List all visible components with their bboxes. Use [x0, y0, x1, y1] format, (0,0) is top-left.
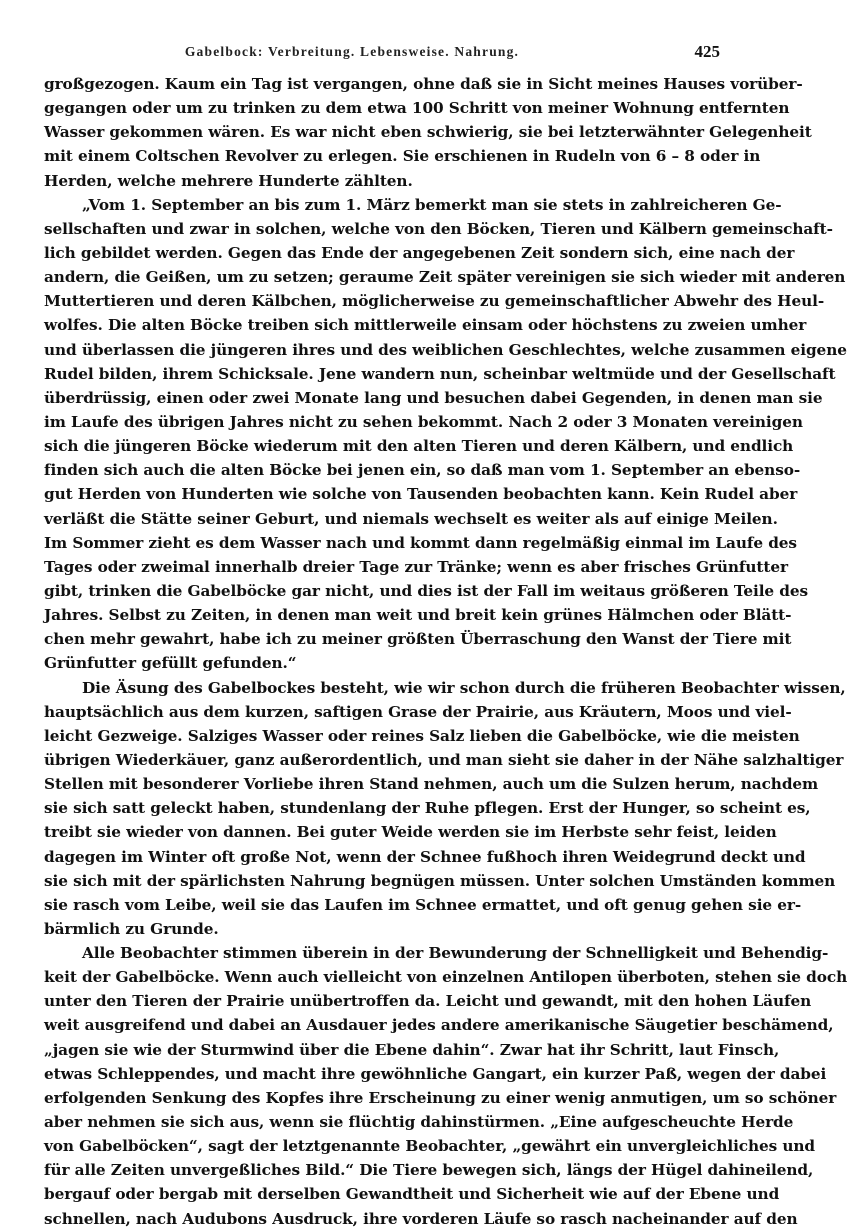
- body-text: [44, 72, 847, 1231]
- text-line: keit der Gabelböcke. Wenn auch vielleicht von einzelnen Antilopen überboten, stehen sie doch: [44, 968, 847, 987]
- text-line: dagegen im Winter oft große Not, wenn der Schnee fußhoch ihren Weidegrund deckt und: [44, 847, 806, 866]
- text-line: etwas Schleppendes, und macht ihre gewöhnliche Gangart, ein kurzer Paß, wegen der dabei: [44, 1064, 827, 1083]
- text-line: hauptsächlich aus dem kurzen, saftigen Grase der Prairie, aus Kräutern, Moos und viel-: [44, 702, 792, 721]
- text-line: Jahres. Selbst zu Zeiten, in denen man weit und breit kein grünes Hälmchen oder Blätt-: [44, 606, 792, 625]
- text-line: chen mehr gewahrt, habe ich zu meiner größten Überraschung den Wanst der Tiere mit: [44, 630, 792, 649]
- text-line: sellschaften und zwar in solchen, welche von den Böcken, Tieren und Kälbern gemeinschaft-: [44, 219, 833, 238]
- text-line: weit ausgreifend und dabei an Ausdauer jedes andere amerikanische Säugetier beschämend,: [44, 1016, 834, 1035]
- text-line: im Laufe des übrigen Jahres nicht zu sehen bekommt. Nach 2 oder 3 Monaten vereinigen: [44, 412, 803, 431]
- text-line: sich die jüngeren Böcke wiederum mit den alten Tieren und deren Kälbern, und endlich: [44, 437, 794, 456]
- page-number: 425: [694, 42, 720, 61]
- text-line: aber nehmen sie sich aus, wenn sie flüchtig dahinstürmen. „Eine aufgescheuchte Herde: [44, 1113, 794, 1132]
- text-line: schnellen, nach Audubons Ausdruck, ihre vorderen Läufe so rasch nacheinander auf den: [44, 1209, 798, 1228]
- text-line: Stellen mit besonderer Vorliebe ihren Stand nehmen, auch um die Sulzen herum, nachdem: [44, 775, 819, 794]
- text-line: Rudel bilden, ihrem Schicksale. Jene wandern nun, scheinbar weltmüde und der Gesellschaft: [44, 364, 836, 383]
- text-line: gibt, trinken die Gabelböcke gar nicht, und dies ist der Fall im weitaus größeren Teile des: [44, 581, 809, 600]
- text-line: für alle Zeiten unvergeßliches Bild.“ Die Tiere bewegen sich, längs der Hügel dahineilend,: [44, 1161, 814, 1180]
- text-line: bärmlich zu Grunde.: [44, 919, 219, 938]
- text-line: großgezogen. Kaum ein Tag ist vergangen, ohne daß sie in Sicht meines Hauses vorüber-: [44, 75, 803, 93]
- text-line: Die Äsung des Gabelbockes besteht, wie wir schon durch die früheren Beobachter wissen,: [82, 678, 846, 697]
- text-line: lich gebildet werden. Gegen das Ende der angegebenen Zeit sondern sich, eine nach der: [44, 243, 795, 262]
- text-line: Wasser gekommen wären. Es war nicht eben schwierig, sie bei letzterwähnter Gelegenheit: [44, 123, 812, 142]
- running-title: Gabelbock: Verbreitung. Lebensweise. Nahrung.: [184, 44, 520, 59]
- text-line: von Gabelböcken“, sagt der letztgenannte Beobachter, „gewährt ein unvergleichliches und: [44, 1137, 816, 1156]
- text-line: bergauf oder bergab mit derselben Gewandtheit und Sicherheit wie auf der Ebene und: [44, 1185, 780, 1204]
- text-line: gegangen oder um zu trinken zu dem etwa 100 Schritt von meiner Wohnung entfernten: [44, 99, 790, 118]
- text-line: unter den Tieren der Prairie unübertroffen da. Leicht und gewandt, mit den hohen Läufen: [44, 992, 812, 1011]
- text-line: leicht Gezweige. Salziges Wasser oder reines Salz lieben die Gabelböcke, wie die meisten: [44, 726, 800, 745]
- text-line: „jagen sie wie der Sturmwind über die Ebene dahin“. Zwar hat ihr Schritt, laut Finsch,: [44, 1040, 780, 1059]
- text-line: treibt sie wieder von dannen. Bei guter Weide werden sie im Herbste sehr feist, leiden: [44, 823, 777, 842]
- text-line: erfolgenden Senkung des Kopfes ihre Erscheinung zu einer wenig anmutigen, um so schöner: [44, 1088, 837, 1107]
- text-line: sie sich mit der spärlichsten Nahrung begnügen müssen. Unter solchen Umständen kommen: [44, 871, 836, 890]
- text-line: Grünfutter gefüllt gefunden.“: [44, 654, 297, 673]
- text-line: sie rasch vom Leibe, weil sie das Laufen im Schnee ermattet, und oft genug gehen sie er-: [44, 895, 802, 914]
- text-line: übrigen Wiederkäuer, ganz außerordentlich, und man sieht sie daher in der Nähe salzhaltiger: [44, 750, 844, 769]
- text-line: gut Herden von Hunderten wie solche von Tausenden beobachten kann. Kein Rudel aber: [44, 485, 798, 504]
- text-line: Im Sommer zieht es dem Wasser nach und kommt dann regelmäßig einmal im Laufe des: [44, 533, 797, 552]
- text-line: Alle Beobachter stimmen überein in der Bewunderung der Schnelligkeit und Behendig-: [82, 944, 829, 963]
- text-line: Muttertieren und deren Kälbchen, möglicherweise zu gemeinschaftlicher Abwehr des Heul-: [44, 292, 825, 311]
- text-line: Herden, welche mehrere Hunderte zählten.: [44, 171, 413, 190]
- text-line: Tages oder zweimal innerhalb dreier Tage zur Tränke; wenn es aber frisches Grünfutter: [44, 557, 788, 576]
- text-line: andern, die Geißen, um zu setzen; geraume Zeit später vereinigen sie sich wieder mit anderen: [44, 268, 846, 287]
- page-header: [44, 40, 720, 64]
- text-line: verläßt die Stätte seiner Geburt, und niemals wechselt es weiter als auf einige Meilen.: [44, 509, 778, 528]
- text-line: und überlassen die jüngeren ihres und des weiblichen Geschlechtes, welche zusammen eigene: [44, 340, 847, 359]
- text-line: überdrüssig, einen oder zwei Monate lang und besuchen dabei Gegenden, in denen man sie: [44, 388, 823, 407]
- text-line: sie sich satt geleckt haben, stundenlang der Ruhe pflegen. Erst der Hunger, so scheint es,: [44, 799, 811, 818]
- text-line: „Vom 1. September an bis zum 1. März bemerkt man sie stets in zahlreicheren Ge-: [82, 195, 782, 214]
- text-line: wolfes. Die alten Böcke treiben sich mittlerweile einsam oder höchstens zu zweien umher: [44, 316, 807, 335]
- text-line: mit einem Coltschen Revolver zu erlegen. Sie erschienen in Rudeln von 6 – 8 oder in: [44, 147, 761, 166]
- text-line: finden sich auch die alten Böcke bei jenen ein, so daß man vom 1. September an ebenso-: [44, 461, 801, 480]
